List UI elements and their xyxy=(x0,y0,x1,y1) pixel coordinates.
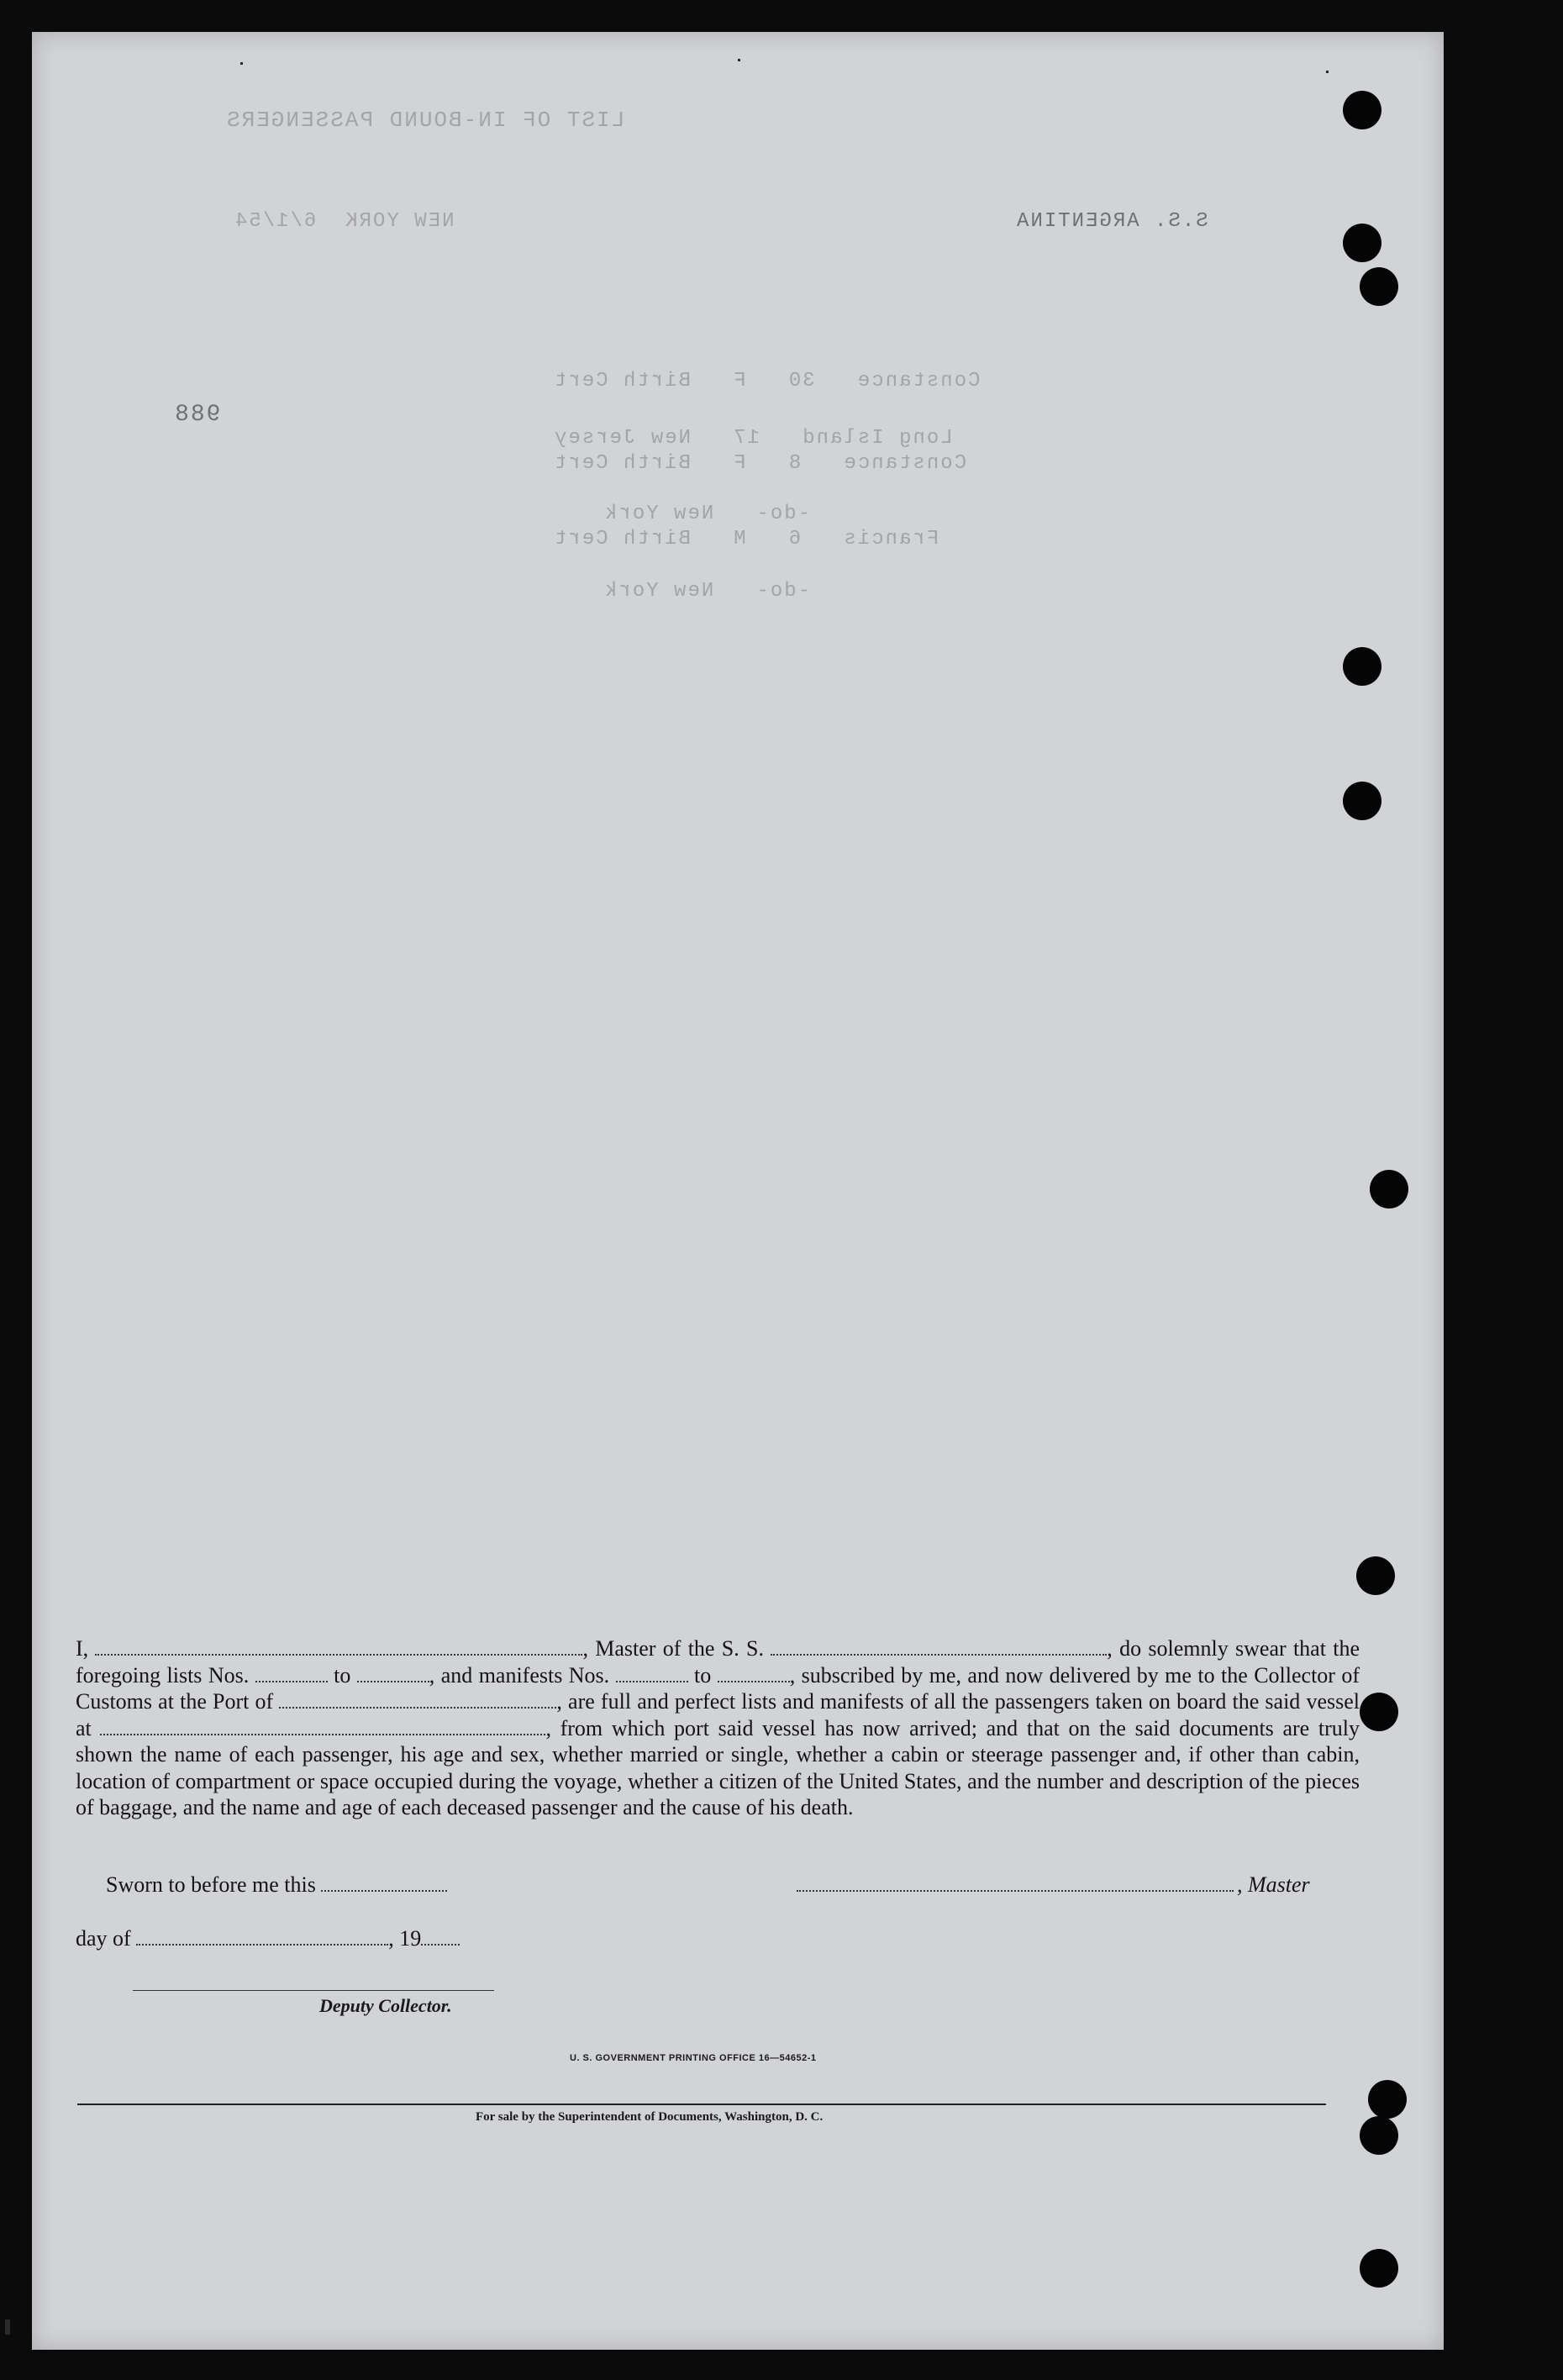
oath-i: I, xyxy=(76,1636,89,1661)
oath-rest: port said vessel has now arrived; and that on the said documents are truly shown the name of each passenger, his age and sex, whether married or single, whether a cabin or steerage passenger and, if other than cabin, location of compartment or space occupied during the voyage, whether a citizen of the United States, and the number and description of the pieces of baggage, and the name and age of each deceased passenger and the cause of his death. xyxy=(76,1715,1360,1819)
bleed-through-date: NEW YORK 6/1/54 xyxy=(234,210,455,233)
manifest-no-to-blank xyxy=(718,1666,790,1682)
punch-hole xyxy=(1368,2080,1407,2119)
day-of-label: day of xyxy=(76,1926,131,1951)
year-prefix: , 19 xyxy=(388,1926,422,1951)
bleed-through-row: Francis 6 M Birth Cert xyxy=(553,528,939,550)
punch-hole xyxy=(1343,224,1381,262)
punch-hole xyxy=(1356,1556,1395,1595)
edge-mark xyxy=(5,2319,10,2335)
for-sale-note: For sale by the Superintendent of Documents, Washington, D. C. xyxy=(476,2110,824,2124)
bleed-through-row: -do- New York xyxy=(603,503,811,525)
punch-hole xyxy=(1360,267,1398,306)
day-of-line xyxy=(76,1926,460,1951)
bleed-through-row: Constance 8 F Birth Cert xyxy=(553,452,967,475)
oath-from-which: , from which xyxy=(545,1715,666,1740)
oath-to-1: to xyxy=(334,1662,351,1688)
ship-name-blank xyxy=(771,1639,1107,1656)
footer-rule xyxy=(77,2104,1326,2105)
punch-hole xyxy=(1343,647,1381,686)
master-name-blank xyxy=(95,1639,582,1656)
bleed-through-stamp: 988 xyxy=(173,402,221,428)
bleed-through-row: -do- New York xyxy=(603,580,811,603)
list-no-to-blank xyxy=(357,1666,429,1682)
port-blank xyxy=(279,1692,556,1709)
oath-master-of-ss: , Master of the S. S. xyxy=(582,1636,764,1661)
oath-manifests-all: manifests of all the passengers taken on board the said vessel at xyxy=(76,1689,1360,1740)
oath-to-2: to xyxy=(694,1662,712,1688)
speck-mark xyxy=(738,59,740,61)
year-blank xyxy=(421,1929,460,1946)
punch-hole xyxy=(1360,2116,1398,2155)
deputy-signature-line xyxy=(133,1990,494,1991)
bleed-through-row: Long Island 17 New Jersey xyxy=(553,427,953,450)
departure-port-blank xyxy=(100,1719,545,1735)
manifest-no-from-blank xyxy=(616,1666,688,1682)
master-signature xyxy=(797,1872,1310,1898)
punch-hole xyxy=(1343,782,1381,820)
punch-hole xyxy=(1360,1693,1398,1731)
master-signature-line xyxy=(797,1890,1234,1892)
bleed-through-row: Constance 30 F Birth Cert xyxy=(553,370,981,392)
sworn-label: Sworn to before me this xyxy=(106,1872,316,1897)
oath-paragraph xyxy=(76,1635,1360,1821)
oath-and-manifests: , and manifests Nos. xyxy=(429,1662,610,1688)
oath-full-and-perfect: , are full and perfect lists and xyxy=(556,1689,814,1714)
oath-delivered: delivered by me to the Collector of Customs at the Port of xyxy=(76,1662,1360,1714)
sworn-line xyxy=(106,1872,447,1898)
master-label: , Master xyxy=(1237,1872,1310,1897)
sworn-date-blank xyxy=(321,1875,447,1892)
oath-swear-lists: swear that the foregoing lists Nos. xyxy=(76,1636,1360,1688)
oath-do-solemnly: , do solemnly xyxy=(1107,1636,1229,1661)
month-blank xyxy=(136,1929,388,1946)
speck-mark xyxy=(240,62,243,65)
bleed-through-header: LIST OF IN-BOUND PASSENGERS xyxy=(225,108,625,133)
punch-hole xyxy=(1370,1170,1408,1208)
deputy-collector-label: Deputy Collector. xyxy=(319,1995,452,2016)
list-no-from-blank xyxy=(255,1666,328,1682)
speck-mark xyxy=(1326,71,1329,73)
punch-hole xyxy=(1343,91,1381,129)
punch-hole xyxy=(1360,2249,1398,2288)
bleed-through-ship: S.S. ARGENTINA xyxy=(1015,210,1208,233)
document-page xyxy=(32,32,1444,2350)
oath-subscribed: , subscribed by me, and now xyxy=(789,1662,1044,1688)
printing-office-imprint: U. S. GOVERNMENT PRINTING OFFICE 16—54652-1 xyxy=(570,2053,817,2063)
